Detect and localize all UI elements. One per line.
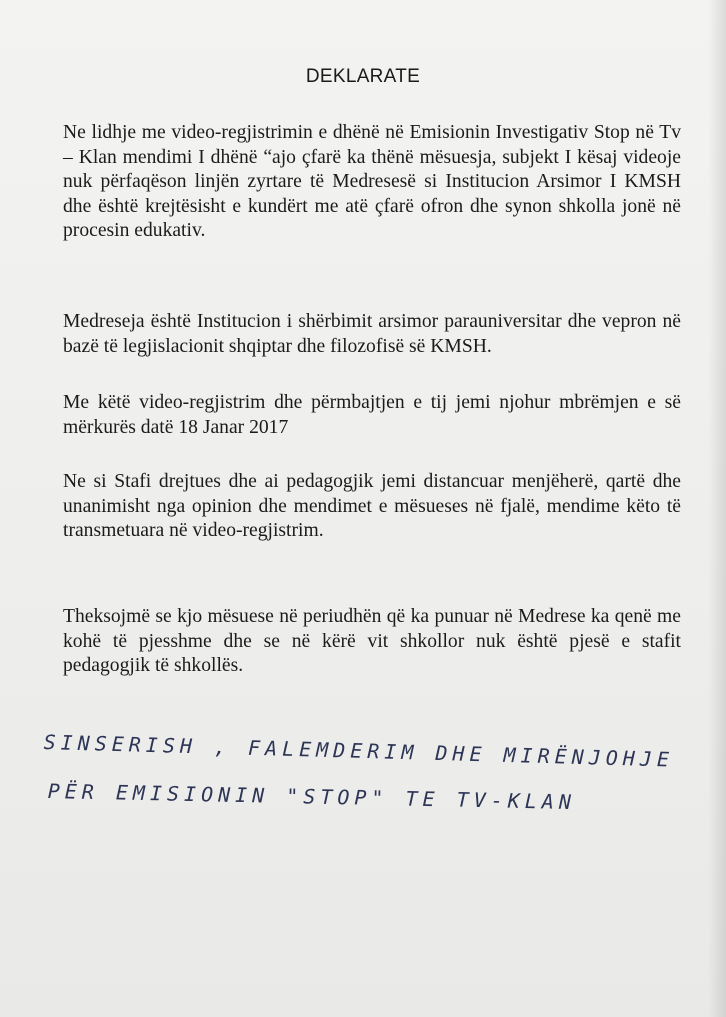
paragraph-3: Me këtë video-regjistrim dhe përmbajtjen e tij jemi njohur mbrëmjen e së mërkurës datë 18 Janar 2017 <box>63 392 681 438</box>
handwritten-note-line-1: SINSERISH , FALEMDERIM DHE MIRËNJOHJE <box>43 730 675 772</box>
paragraph-2: Medreseja është Institucion i shërbimit arsimor parauniversitar dhe vepron në bazë të legjislacionit shqiptar dhe filozofisë së KMSH. <box>63 311 681 357</box>
document-title: DEKLARATE <box>305 66 421 87</box>
page-edge-shadow <box>708 0 726 1017</box>
handwritten-note-line-2: PËR EMISIONIN "STOP" TE TV-KLAN <box>47 779 577 815</box>
paragraph-5: Theksojmë se kjo mësuese në periudhën që ka punuar në Medrese ka qenë me kohë të pjesshme dhe se në kërë vit shkollor nuk është pjesë e stafit pedagogjik të shkollës. <box>63 606 681 677</box>
paragraph-4: Ne si Stafi drejtues dhe ai pedagogjik jemi distancuar menjëherë, qartë dhe unanimisht nga opinion dhe mendimet e mësueses në fjalë, mendime këto të transmetuara në video-regjistrim. <box>63 471 681 542</box>
paragraph-1: Ne lidhje me video-regjistrimin e dhënë në Emisionin Investigativ Stop në Tv – Klan mendimi I dhënë “ajo çfarë ka thënë mësuesja, subjekt I kësaj videoje nuk përfaqëson linjën zyrtare të Medresesë si Institucion Arsimor I KMSH dhe është krejtësisht e kundërt me atë çfarë ofron dhe synon shkolla jonë në procesin edukativ. <box>63 122 681 242</box>
